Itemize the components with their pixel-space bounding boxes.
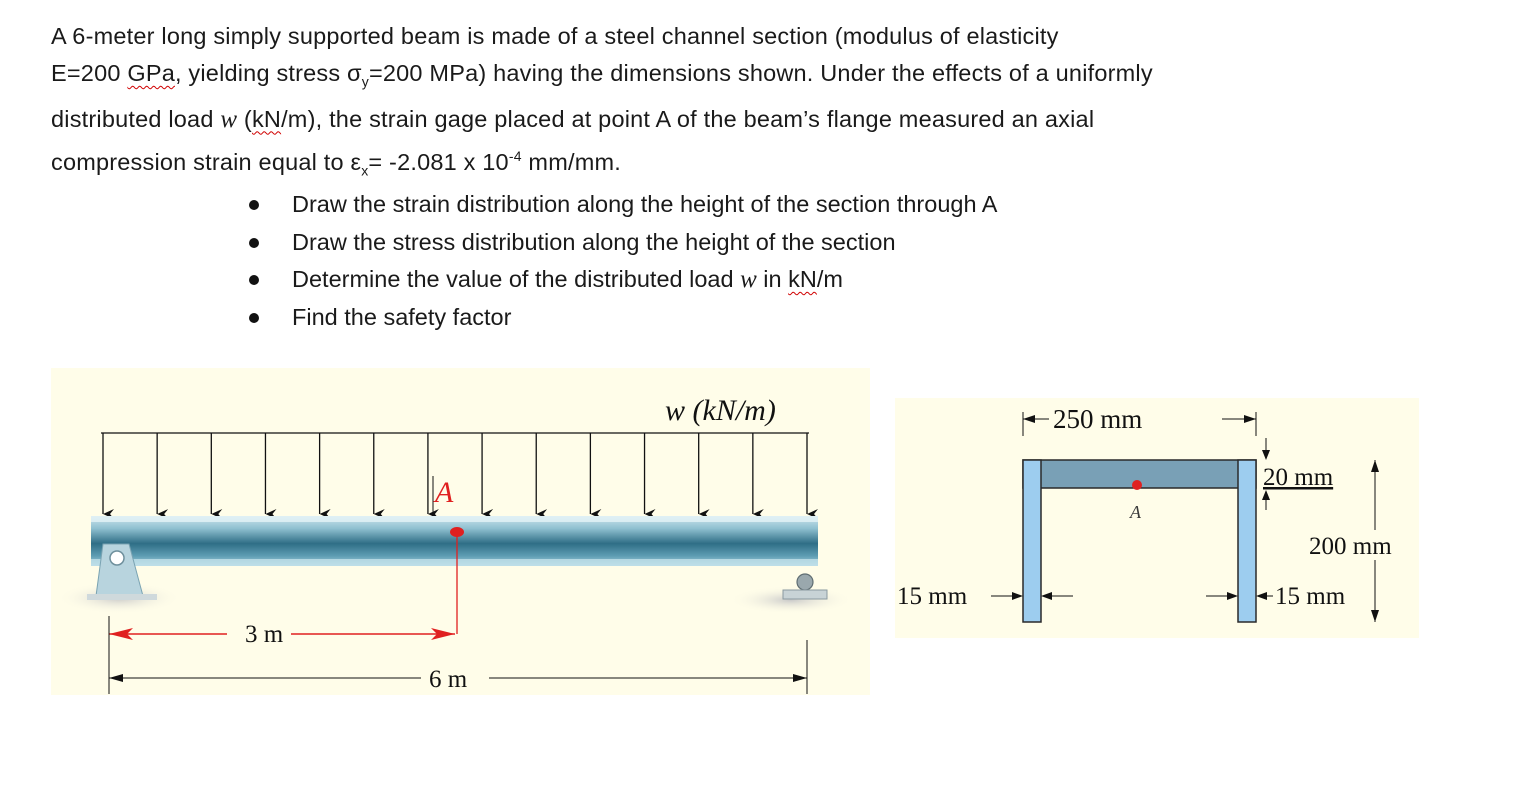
problem-line-3: distributed load w (kN/m), the strain gage placed at point A of the beam’s flange measured an axial [51, 105, 1095, 133]
roller-icon [797, 574, 813, 590]
section-point-a-label: A [1130, 502, 1141, 522]
load-label: w (kN/m) [665, 394, 776, 427]
dim-15-left-label: 15 mm [897, 583, 968, 610]
bullet-icon [249, 313, 259, 323]
task-item: Draw the stress distribution along the height of the section [240, 224, 997, 262]
roller-base [783, 590, 827, 599]
dim-250-label: 250 mm [1053, 404, 1143, 434]
task-item: Find the safety factor [240, 299, 997, 337]
bullet-icon [249, 200, 259, 210]
web-left [1023, 460, 1041, 622]
beam-top-flange [91, 516, 818, 522]
bullet-icon [249, 238, 259, 248]
task-item: Draw the strain distribution along the height of the section through A [240, 186, 997, 224]
spell-underline-kn: kN [788, 266, 817, 292]
section-figure [895, 398, 1419, 638]
problem-line-1: A 6-meter long simply supported beam is made of a steel channel section (modulus of elasticity [51, 23, 1059, 49]
dim-15-right-label: 15 mm [1275, 583, 1346, 610]
problem-line-4: compression strain equal to $\varepsilon_x= -2.081$ x $10^{-4}$ mm/mm. [51, 147, 621, 179]
task-list [240, 186, 997, 336]
pin-icon [110, 551, 124, 565]
pin-base [87, 594, 157, 600]
beam [91, 516, 818, 566]
problem-statement [51, 18, 1351, 189]
web-right [1238, 460, 1256, 622]
beam-figure [51, 368, 870, 695]
dim-6m-label: 6 m [429, 666, 468, 693]
spell-underline-kn: kN [251, 105, 282, 132]
bullet-icon [249, 275, 259, 285]
task-item: Determine the value of the distributed load w in kN/m [240, 261, 997, 299]
point-a-label: A [435, 476, 454, 509]
beam-bottom-flange [91, 559, 818, 566]
problem-line-2: E=200 GPa, yielding stress $\sigma_y=200$ MPa) having the dimensions shown. Under the effects of a uniformly [51, 60, 1153, 90]
strain-gage-dot [1132, 480, 1142, 490]
dim-20-label: 20 mm [1263, 464, 1334, 491]
strain-gage-dot [450, 527, 464, 537]
dim-3m-label: 3 m [245, 621, 284, 648]
spell-underline-gpa: GPa [127, 60, 175, 86]
dim-200-label: 200 mm [1309, 533, 1392, 560]
